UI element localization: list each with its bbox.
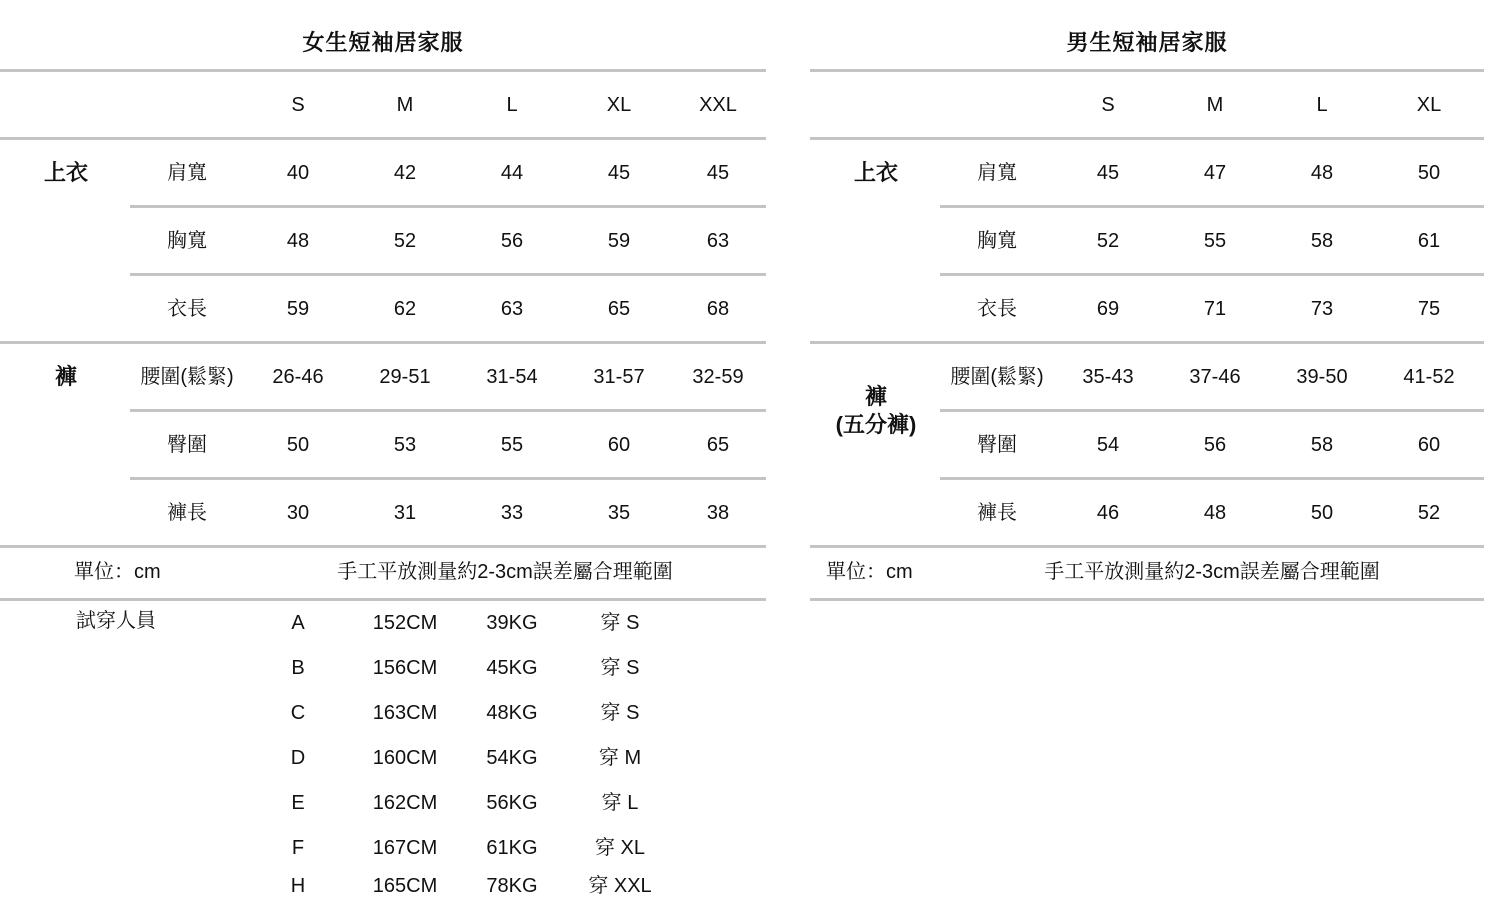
- measurement-label: 肩寬: [167, 162, 207, 184]
- tester-weight: 39KG: [486, 612, 538, 634]
- unit-label: 單位：cm: [74, 561, 161, 583]
- tester-weight: 54KG: [486, 747, 538, 769]
- table-rule: [130, 409, 766, 412]
- category-top-label: 上衣: [43, 160, 89, 185]
- table-rule: [0, 341, 766, 344]
- measurement-value: 31-54: [486, 366, 538, 388]
- measurement-value: 45: [607, 162, 631, 184]
- measurement-value: 32-59: [692, 366, 744, 388]
- table-rule: [810, 598, 1484, 601]
- measurement-value: 59: [607, 230, 631, 252]
- measurement-value: 53: [393, 434, 417, 456]
- measurement-value: 60: [607, 434, 631, 456]
- tester-size: 穿 M: [598, 747, 642, 769]
- tester-size: 穿 S: [600, 612, 640, 634]
- measurement-value: 38: [706, 502, 730, 524]
- tester-height: 163CM: [372, 702, 438, 724]
- measurement-value: 62: [393, 298, 417, 320]
- measurement-value: 54: [1096, 434, 1120, 456]
- tester-height: 162CM: [372, 792, 438, 814]
- measurement-value: 52: [393, 230, 417, 252]
- table-rule: [810, 137, 1484, 140]
- measurement-value: 73: [1310, 298, 1334, 320]
- measurement-value: 35-43: [1082, 366, 1134, 388]
- measurement-label: 腰圍(鬆緊): [950, 366, 1044, 388]
- tolerance-note: 手工平放測量約2-3cm誤差屬合理範圍: [1044, 561, 1380, 583]
- measurement-label: 褲長: [977, 502, 1017, 524]
- measurement-value: 58: [1310, 230, 1334, 252]
- measurement-value: 26-46: [272, 366, 324, 388]
- size-header: L: [1316, 94, 1328, 116]
- measurement-label: 衣長: [167, 298, 207, 320]
- measurement-value: 30: [286, 502, 310, 524]
- table-rule: [810, 341, 1484, 344]
- table-rule: [0, 69, 766, 72]
- measurement-value: 42: [393, 162, 417, 184]
- measurement-value: 45: [1096, 162, 1120, 184]
- table-rule: [940, 409, 1484, 412]
- category-pants-label: 褲: [54, 364, 78, 389]
- category-top-label: 上衣: [853, 160, 899, 185]
- tester-height: 160CM: [372, 747, 438, 769]
- size-header: M: [396, 94, 414, 116]
- table-rule: [810, 69, 1484, 72]
- measurement-value: 71: [1203, 298, 1227, 320]
- measurement-value: 33: [500, 502, 524, 524]
- table-rule: [130, 205, 766, 208]
- tolerance-note: 手工平放測量約2-3cm誤差屬合理範圍: [337, 561, 673, 583]
- tester-weight: 48KG: [486, 702, 538, 724]
- measurement-value: 31-57: [593, 366, 645, 388]
- tester-id: C: [290, 702, 306, 724]
- measurement-value: 63: [706, 230, 730, 252]
- measurement-value: 47: [1203, 162, 1227, 184]
- measurement-value: 69: [1096, 298, 1120, 320]
- measurement-value: 52: [1096, 230, 1120, 252]
- size-header: XL: [1416, 94, 1442, 116]
- tester-id: F: [291, 837, 305, 859]
- tester-height: 167CM: [372, 837, 438, 859]
- table-rule: [940, 205, 1484, 208]
- measurement-value: 55: [1203, 230, 1227, 252]
- tester-weight: 45KG: [486, 657, 538, 679]
- measurement-value: 35: [607, 502, 631, 524]
- measurement-value: 59: [286, 298, 310, 320]
- unit-label: 單位：cm: [826, 561, 913, 583]
- size-header: XL: [606, 94, 632, 116]
- tester-size: 穿 XXL: [588, 875, 652, 897]
- measurement-value: 46: [1096, 502, 1120, 524]
- measurement-label: 肩寬: [977, 162, 1017, 184]
- tester-id: H: [290, 875, 306, 897]
- tester-id: B: [291, 657, 305, 679]
- table-rule: [0, 598, 766, 601]
- category-pants-label: 褲 (五分褲): [835, 384, 917, 437]
- measurement-label: 臀圍: [977, 434, 1017, 456]
- measurement-value: 50: [1310, 502, 1334, 524]
- table-rule: [810, 545, 1484, 548]
- measurement-value: 37-46: [1189, 366, 1241, 388]
- measurement-value: 44: [500, 162, 524, 184]
- tester-weight: 78KG: [486, 875, 538, 897]
- size-header: XXL: [699, 94, 737, 116]
- measurement-value: 40: [286, 162, 310, 184]
- size-header: L: [506, 94, 518, 116]
- women-chart-title: 女生短袖居家服: [302, 30, 464, 55]
- size-header: M: [1206, 94, 1224, 116]
- measurement-label: 胸寬: [167, 230, 207, 252]
- measurement-value: 75: [1417, 298, 1441, 320]
- measurement-label: 胸寬: [977, 230, 1017, 252]
- measurement-value: 63: [500, 298, 524, 320]
- measurement-value: 50: [1417, 162, 1441, 184]
- measurement-value: 48: [286, 230, 310, 252]
- measurement-value: 56: [500, 230, 524, 252]
- measurement-value: 39-50: [1296, 366, 1348, 388]
- measurement-value: 61: [1417, 230, 1441, 252]
- tester-size: 穿 L: [601, 792, 639, 814]
- tester-size: 穿 S: [600, 657, 640, 679]
- table-rule: [130, 273, 766, 276]
- measurement-value: 52: [1417, 502, 1441, 524]
- measurement-value: 45: [706, 162, 730, 184]
- measurement-value: 68: [706, 298, 730, 320]
- table-rule: [0, 545, 766, 548]
- measurement-value: 65: [706, 434, 730, 456]
- measurement-label: 褲長: [167, 502, 207, 524]
- tester-id: E: [291, 792, 305, 814]
- table-rule: [940, 273, 1484, 276]
- size-header: S: [1101, 94, 1115, 116]
- tester-weight: 56KG: [486, 792, 538, 814]
- measurement-value: 60: [1417, 434, 1441, 456]
- measurement-value: 29-51: [379, 366, 431, 388]
- table-rule: [0, 137, 766, 140]
- testers-label: 試穿人員: [76, 610, 156, 632]
- tester-id: D: [290, 747, 306, 769]
- men-size-chart: [810, 0, 1484, 916]
- size-header: S: [291, 94, 305, 116]
- measurement-label: 衣長: [977, 298, 1017, 320]
- measurement-value: 55: [500, 434, 524, 456]
- table-rule: [130, 477, 766, 480]
- measurement-label: 腰圍(鬆緊): [140, 366, 234, 388]
- tester-size: 穿 XL: [594, 837, 646, 859]
- tester-weight: 61KG: [486, 837, 538, 859]
- tester-height: 156CM: [372, 657, 438, 679]
- men-chart-title: 男生短袖居家服: [1066, 30, 1228, 55]
- tester-height: 152CM: [372, 612, 438, 634]
- measurement-label: 臀圍: [167, 434, 207, 456]
- measurement-value: 48: [1203, 502, 1227, 524]
- measurement-value: 50: [286, 434, 310, 456]
- tester-id: A: [291, 612, 305, 634]
- tester-size: 穿 S: [600, 702, 640, 724]
- measurement-value: 56: [1203, 434, 1227, 456]
- measurement-value: 41-52: [1403, 366, 1455, 388]
- measurement-value: 31: [393, 502, 417, 524]
- measurement-value: 48: [1310, 162, 1334, 184]
- measurement-value: 65: [607, 298, 631, 320]
- table-rule: [940, 477, 1484, 480]
- tester-height: 165CM: [372, 875, 438, 897]
- measurement-value: 58: [1310, 434, 1334, 456]
